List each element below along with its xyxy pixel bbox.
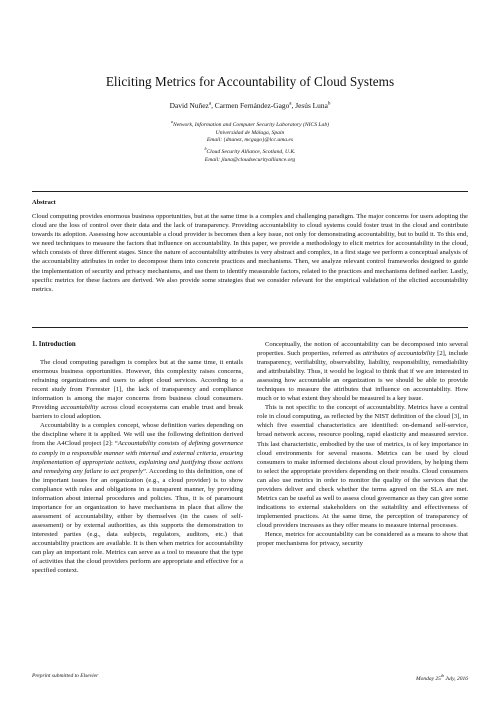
affiliations bbox=[0, 118, 500, 165]
affil-text: Network, Information and Computer Security Laboratory (NICS Lab) bbox=[173, 121, 329, 128]
date-footer bbox=[416, 673, 468, 682]
date-text: Monday 25 bbox=[415, 675, 441, 682]
affiliation-line bbox=[0, 137, 500, 145]
right-column bbox=[257, 340, 468, 548]
paragraph bbox=[257, 530, 468, 548]
emphasis-text: Accountability consists of defining governance to comply in a responsible manner with internal and external criteria, ensuring implementation of appropriate actions, explaining and justifying those actions and remedying any failure to act properly bbox=[32, 440, 243, 475]
paper-title: Eliciting Metrics for Accountability of Cloud Systems bbox=[105, 74, 395, 89]
left-column bbox=[32, 340, 243, 575]
author-separator: , bbox=[211, 101, 215, 110]
affil-text: Email: jluna@cloudsecurityalliance.org bbox=[204, 156, 296, 163]
affil-text: Universidad de Málaga, Spain bbox=[215, 129, 285, 136]
author-affil-mark: a bbox=[289, 101, 292, 107]
date-text: July, 2016 bbox=[444, 675, 468, 682]
paragraph bbox=[257, 340, 468, 403]
author-name: Jesús Luna bbox=[295, 101, 328, 110]
affiliation-line bbox=[0, 118, 500, 130]
affiliation-line bbox=[0, 157, 500, 165]
affil-mark: b bbox=[204, 146, 207, 152]
abstract-body bbox=[32, 212, 468, 294]
paragraph-text: ”. According to this definition, one of the important issues for an organization (e.g., a cloud provider) is to show compliance with rules and obligations in a transparent manner, by providing information about internal procedures and policies. Thus, it is of paramount importance for an organization to have mechanisms in place that allow the assessment of accountability, either by themselves (in the cases of self-assessment) or by external authorities, as this supports the demonstration to interested parties (e.g., data subjects, regulators, auditors, etc.) that accountability practices are available. It is then when metrics for accountability can play an important role. Metrics can serve as a tool to measure that the type of activities that the cloud providers perform are appropriate and effective for a specified context. bbox=[32, 467, 244, 575]
affiliation-line bbox=[0, 130, 500, 138]
paragraph-text: Hence, metrics for accountability can be considered as a means to show that proper mechanisms for privacy, security bbox=[257, 530, 468, 548]
author-name: Carmen Fernández-Gago bbox=[214, 101, 290, 110]
author-affil-mark: a bbox=[208, 101, 212, 107]
author-name: David Nuñez bbox=[169, 101, 209, 110]
top-rule bbox=[32, 191, 468, 192]
author-affil-mark: b bbox=[327, 101, 331, 107]
paragraph-text: The cloud computing paradigm is complex but at the same time, it entails enormous business opportunities. However, this complexity raises concerns, refraining organizations and users to adopt cloud services. According to a recent study from Forrester [1], the lack of transparency and compliance information is among the major concerns from business cloud consumers. Providing bbox=[32, 359, 243, 412]
author-separator: , bbox=[291, 101, 296, 110]
paragraph-text: Accountability is a complex concept, whose definition varies depending on the discipline where it is applied. We will use the following definition derived from the A4Cloud project [2]: “ bbox=[32, 422, 243, 448]
emphasis-text: accountability bbox=[60, 404, 99, 412]
preprint-footer: Preprint submitted to Elsevier bbox=[32, 673, 99, 679]
paragraph-text: [2], include transparency, verifiability, observability, liability, responsibility, remediability and attributability. Thus, it would be logical to think that if we are interested in assessing how accountable an organization is we should be able to provide techniques to measure the attributes that influence on accountability. How much or to what extent they should be measured is a key issue. bbox=[257, 350, 468, 403]
emphasis-text: attributes of accountability bbox=[362, 350, 436, 358]
paragraph-text: This is not specific to the concept of accountability. Metrics have a central role in cloud computing, as reflected by the NIST definition of the cloud [3], in which five essential characteristics are identified: on-demand self-service, broad network access, resource pooling, rapid elasticity and measured service. This last characteristic, embodied by the use of metrics, is of key importance in cloud environments for several reasons. Metrics can be used by cloud consumers to make informed decisions about cloud providers, by helping them to select the appropriate providers depending on their results. Cloud consumers can also use metrics in order to monitor the quality of the services that the providers deliver and check whether the terms agreed on the SLA are met. Metrics can be useful as well to assess cloud governance as they can give some indications to external stakeholders on the suitability and effectiveness of implemented practices. At the same time, the perception of transparency of cloud providers increases as they offer means to measure internal processes. bbox=[257, 404, 468, 529]
paragraph-text: Conceptually, the notion of accountability can be decomposed into several properties. Such properties, referred as bbox=[257, 341, 468, 358]
paragraph bbox=[32, 421, 243, 575]
author-list bbox=[0, 101, 500, 110]
paragraph bbox=[32, 358, 243, 421]
affil-mark: a bbox=[171, 119, 173, 124]
paragraph-text: across cloud ecosystems can enable trust and break barriers to cloud adoption. bbox=[32, 404, 243, 421]
paragraph bbox=[257, 403, 468, 530]
affil-text: Cloud Security Alliance, Scotland, U.K. bbox=[206, 149, 296, 156]
abstract-text: Cloud computing provides enormous business opportunities, but at the same time is a complex and challenging paradigm. The major concerns for users adopting the cloud are the loss of control over their data and the lack of transparency. Providing accountability to cloud systems could foster trust in the cloud and contribute towards its adoption. Assessing how accountable a cloud provider is becomes then a key issue, not only for demonstrating accountability, but to build it. To this end, we need techniques to measure the factors that influence on accountability. In this paper, we provide a methodology to elicit metrics for accountability in the cloud, which consists of three different stages. Since the nature of accountability attributes is very abstract and complex, in a first stage we perform a conceptual analysis of the accountability attributes in order to decompose them into concrete practices and mechanisms. Then, we analyze relevant control frameworks designed to guide the implementation of security and privacy mechanisms, and use them to identify measurable factors, related to the practices and mechanisms defined earlier. Lastly, specific metrics for these factors are derived. We also provide some strategies that we consider relevant for the empirical validation of the elicited accountability metrics. bbox=[32, 213, 468, 293]
abstract-heading: Abstract bbox=[32, 199, 56, 206]
date-suffix: th bbox=[440, 673, 445, 678]
bottom-rule bbox=[32, 327, 468, 328]
affiliation-line bbox=[0, 145, 500, 157]
section-heading: 1. Introduction bbox=[32, 341, 76, 348]
affil-text: Email: {dnunez, mcgago}@lcc.uma.es bbox=[206, 137, 294, 144]
